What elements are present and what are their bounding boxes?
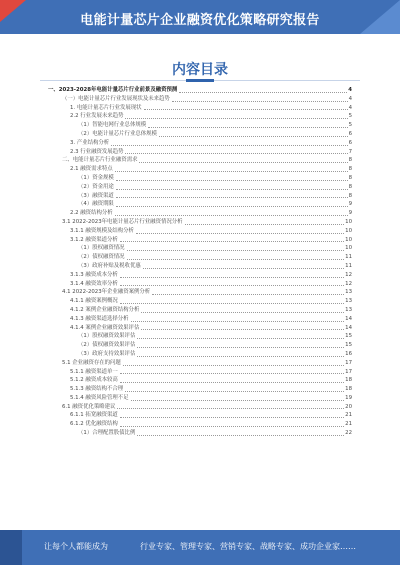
toc-entry-title: 3.1.2 融资渠道分析 xyxy=(70,236,118,243)
toc-dot-leader xyxy=(172,101,348,102)
toc-dot-leader xyxy=(159,136,348,137)
toc-page-number: 12 xyxy=(345,280,352,287)
toc-entry[interactable] xyxy=(48,376,352,385)
toc-page-number: 22 xyxy=(345,430,352,437)
toc-dot-leader xyxy=(141,312,344,313)
toc-page-number: 6 xyxy=(348,130,352,137)
toc-page-number: 5 xyxy=(348,113,352,120)
toc-page-number: 10 xyxy=(345,227,352,234)
toc-dot-leader xyxy=(131,321,345,322)
toc-dot-leader xyxy=(144,109,348,110)
toc-page-number: 10 xyxy=(345,245,352,252)
toc-entry[interactable] xyxy=(48,394,352,403)
toc-dot-leader xyxy=(136,233,344,234)
toc-dot-leader xyxy=(137,347,344,348)
table-of-contents xyxy=(48,86,352,438)
toc-page-number: 9 xyxy=(348,210,352,217)
toc-page-number: 4 xyxy=(348,95,352,102)
footer-accent xyxy=(0,530,22,565)
toc-dot-leader xyxy=(120,277,344,278)
toc-page-number: 12 xyxy=(345,271,352,278)
toc-heading: 内容目录 xyxy=(172,62,228,78)
toc-entry[interactable] xyxy=(48,227,352,236)
toc-entry[interactable] xyxy=(48,350,352,359)
toc-page-number: 16 xyxy=(345,350,352,357)
toc-entry[interactable] xyxy=(48,236,352,245)
toc-page-number: 18 xyxy=(345,386,352,393)
toc-entry[interactable] xyxy=(48,332,352,341)
toc-entry-title: 5.1.2 融资成本较高 xyxy=(70,377,118,384)
toc-entry-title: 5.1.1 融资渠道单一 xyxy=(70,368,118,375)
toc-dot-leader xyxy=(111,145,347,146)
toc-page-number: 10 xyxy=(345,218,352,225)
toc-dot-leader xyxy=(120,426,344,427)
toc-entry-title: （1）智能电网行业总体规模 xyxy=(78,122,147,129)
toc-page-number: 4 xyxy=(348,104,352,111)
toc-page-number: 13 xyxy=(345,306,352,313)
toc-entry[interactable] xyxy=(48,288,352,297)
toc-dot-leader xyxy=(120,373,344,374)
toc-entry[interactable] xyxy=(48,297,352,306)
toc-dot-leader xyxy=(127,259,345,260)
toc-entry[interactable] xyxy=(48,359,352,368)
toc-entry-title: 2.1 融资需求特点 xyxy=(70,166,113,173)
toc-entry[interactable] xyxy=(48,271,352,280)
toc-entry-title: （2）债权融资效果评估 xyxy=(78,342,136,349)
toc-entry-title: （3）政府补贴及税收优惠 xyxy=(78,262,141,269)
toc-entry-title: 4.1.4 案例企业融资效果评估 xyxy=(70,324,140,331)
toc-entry-title: 3. 产业结构分析 xyxy=(70,139,110,146)
toc-entry[interactable] xyxy=(48,420,352,429)
toc-dot-leader xyxy=(125,118,347,119)
toc-dot-leader xyxy=(115,171,348,172)
toc-page-number: 13 xyxy=(345,298,352,305)
toc-entry-title: 5.1 企业融资存在的问题 xyxy=(62,359,121,366)
toc-entry[interactable] xyxy=(48,385,352,394)
toc-dot-leader xyxy=(152,294,344,295)
toc-dot-leader xyxy=(137,338,344,339)
toc-divider-accent xyxy=(186,79,214,82)
toc-entry-title: 6.1.2 优化融资结构 xyxy=(70,421,118,428)
toc-entry[interactable] xyxy=(48,218,352,227)
toc-entry[interactable] xyxy=(48,262,352,271)
toc-entry-title: 6.1 融资优化策略建议 xyxy=(62,403,116,410)
toc-entry-title: 4.1 2022-2023年企业融资案例分析 xyxy=(62,289,151,296)
toc-page-number: 6 xyxy=(348,139,352,146)
toc-page-number: 14 xyxy=(345,315,352,322)
toc-dot-leader xyxy=(137,356,344,357)
toc-entry-title: （1）资金规模 xyxy=(78,174,114,181)
toc-dot-leader xyxy=(131,400,345,401)
toc-entry-title: （2）电能计量芯片行业总体规模 xyxy=(78,130,157,137)
toc-dot-leader xyxy=(179,92,347,93)
toc-dot-leader xyxy=(116,180,348,181)
toc-entry-title: 2.2 融资结构分析 xyxy=(70,210,113,217)
toc-entry[interactable] xyxy=(48,174,352,183)
toc-dot-leader xyxy=(139,162,347,163)
toc-page-number: 7 xyxy=(348,148,352,155)
toc-dot-leader xyxy=(120,303,344,304)
toc-page-number: 8 xyxy=(348,174,352,181)
toc-entry[interactable] xyxy=(48,86,352,95)
toc-entry-title: 1. 电能计量芯片行业发展现状 xyxy=(70,104,142,111)
toc-page-number: 18 xyxy=(345,377,352,384)
toc-page-number: 8 xyxy=(348,166,352,173)
toc-entry-title: 5.1.3 融资结构不合理 xyxy=(70,386,124,393)
toc-entry-title: （3）融资渠道 xyxy=(78,192,114,199)
toc-entry[interactable] xyxy=(48,95,352,104)
toc-entry[interactable] xyxy=(48,192,352,201)
report-title: 电能计量芯片企业融资优化策略研究报告 xyxy=(80,13,320,28)
toc-entry-title: （一）电能计量芯片行业发展现状及未来趋势 xyxy=(62,95,170,102)
toc-page-number: 15 xyxy=(345,342,352,349)
toc-entry-title: （4）融资期限 xyxy=(78,201,114,208)
toc-dot-leader xyxy=(143,268,344,269)
toc-entry[interactable] xyxy=(48,244,352,253)
toc-page-number: 21 xyxy=(345,421,352,428)
toc-entry-title: （1）股权融资效果评估 xyxy=(78,333,136,340)
toc-entry[interactable] xyxy=(48,156,352,165)
toc-dot-leader xyxy=(137,435,344,436)
toc-entry-title: （1）合理配置股债比例 xyxy=(78,430,136,437)
toc-entry[interactable] xyxy=(48,341,352,350)
footer-slogan-left: 让每个人都能成为 xyxy=(44,542,108,551)
toc-entry-title: （3）政府支持效果评估 xyxy=(78,350,136,357)
toc-page-number: 20 xyxy=(345,403,352,410)
toc-entry[interactable] xyxy=(48,368,352,377)
toc-entry[interactable] xyxy=(48,183,352,192)
toc-entry[interactable] xyxy=(48,139,352,148)
toc-entry[interactable] xyxy=(48,165,352,174)
toc-entry[interactable] xyxy=(48,306,352,315)
toc-page-number: 15 xyxy=(345,333,352,340)
toc-page-number: 17 xyxy=(345,368,352,375)
toc-entry-title: 二、电能计量芯片行业融资需求 xyxy=(62,157,138,164)
toc-entry[interactable] xyxy=(48,324,352,333)
toc-entry-title: 5.1.4 融资风险管理不足 xyxy=(70,394,129,401)
toc-entry-title: （2）资金用途 xyxy=(78,183,114,190)
toc-entry-title: 4.1.1 融资案例概况 xyxy=(70,298,118,305)
toc-dot-leader xyxy=(123,365,344,366)
report-header xyxy=(0,0,400,34)
toc-dot-leader xyxy=(115,215,348,216)
toc-page-number: 8 xyxy=(348,192,352,199)
toc-page-number: 4 xyxy=(348,87,352,93)
toc-entry-title: 3.1.1 融资规模及结构分析 xyxy=(70,227,134,234)
toc-entry[interactable] xyxy=(48,280,352,289)
toc-dot-leader xyxy=(185,224,345,225)
toc-page-number: 13 xyxy=(345,289,352,296)
toc-entry[interactable] xyxy=(48,148,352,157)
toc-entry-title: 3.1.4 融资效率分析 xyxy=(70,280,118,287)
toc-dot-leader xyxy=(141,329,344,330)
toc-entry-title: 3.1.3 融资成本分析 xyxy=(70,271,118,278)
toc-dot-leader xyxy=(120,285,344,286)
toc-page-number: 14 xyxy=(345,324,352,331)
toc-page-number: 5 xyxy=(348,122,352,129)
toc-dot-leader xyxy=(125,391,344,392)
toc-entry[interactable] xyxy=(48,253,352,262)
toc-entry-title: （2）债权融资情况 xyxy=(78,254,125,261)
footer-slogan-right: 行业专家、管理专家、营销专家、战略专家、成功企业家…… xyxy=(140,542,356,551)
toc-entry[interactable] xyxy=(48,403,352,412)
toc-entry-title: 2.2 行业发展未来趋势 xyxy=(70,113,124,120)
toc-entry-title: 一、2023-2028年电能计量芯片行业前景及融资预测 xyxy=(48,87,178,93)
toc-entry-title: 6.1.1 拓宽融资渠道 xyxy=(70,412,118,419)
toc-page-number: 10 xyxy=(345,236,352,243)
toc-page-number: 11 xyxy=(345,262,352,269)
toc-entry[interactable] xyxy=(48,130,352,139)
toc-dot-leader xyxy=(120,417,344,418)
toc-entry[interactable] xyxy=(48,200,352,209)
toc-entry[interactable] xyxy=(48,429,352,438)
toc-entry[interactable] xyxy=(48,315,352,324)
toc-entry-title: 2.3 行业融资发展趋势 xyxy=(70,148,124,155)
toc-page-number: 21 xyxy=(345,412,352,419)
toc-page-number: 8 xyxy=(348,183,352,190)
toc-dot-leader xyxy=(120,382,344,383)
toc-dot-leader xyxy=(116,189,348,190)
toc-dot-leader xyxy=(116,206,348,207)
toc-dot-leader xyxy=(125,153,347,154)
toc-dot-leader xyxy=(148,127,347,128)
toc-page-number: 11 xyxy=(345,254,352,261)
toc-page-number: 9 xyxy=(348,201,352,208)
toc-entry-title: 4.1.3 融资渠道选择分析 xyxy=(70,315,129,322)
toc-entry[interactable] xyxy=(48,411,352,420)
toc-entry-title: 3.1 2022-2023年电能计量芯片行业融资情况分析 xyxy=(62,218,183,225)
toc-dot-leader xyxy=(116,197,348,198)
toc-entry[interactable] xyxy=(48,104,352,113)
toc-entry-title: （1）股权融资情况 xyxy=(78,245,125,252)
toc-page-number: 17 xyxy=(345,359,352,366)
page-footer xyxy=(0,530,400,565)
toc-page-number: 19 xyxy=(345,394,352,401)
toc-entry-title: 4.1.2 案例企业融资结构分析 xyxy=(70,306,140,313)
toc-page-number: 8 xyxy=(348,157,352,164)
toc-entry[interactable] xyxy=(48,112,352,121)
toc-dot-leader xyxy=(117,408,344,409)
toc-dot-leader xyxy=(127,250,345,251)
toc-entry[interactable] xyxy=(48,121,352,130)
toc-entry[interactable] xyxy=(48,209,352,218)
toc-dot-leader xyxy=(120,241,344,242)
